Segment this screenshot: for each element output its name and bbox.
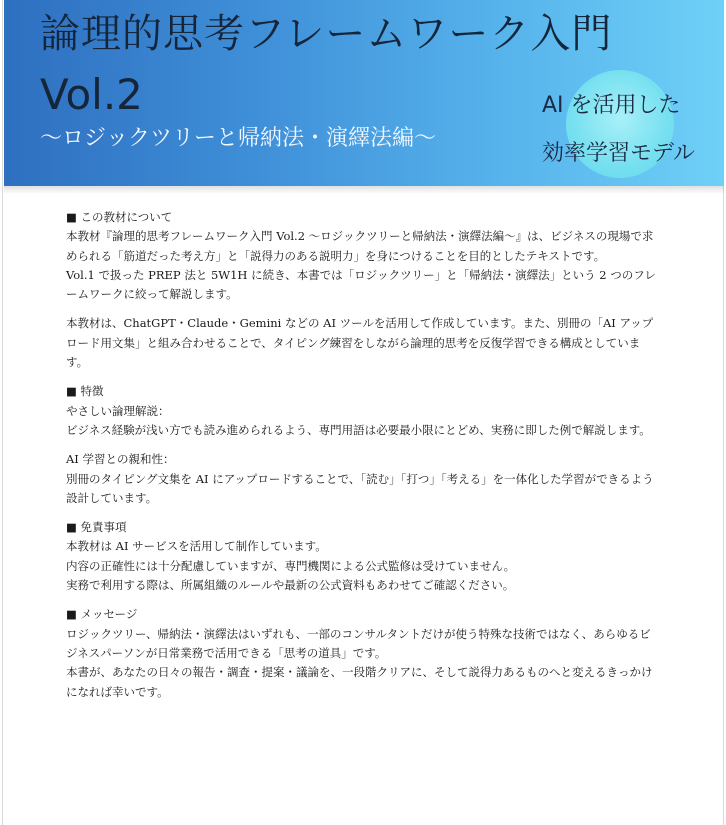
badge — [540, 82, 720, 178]
paragraph: ロジックツリー、帰納法・演繹法はいずれも、一部のコンサルタントだけが使う特殊な技術ではなく、あらゆるビジネスパーソンが日常業務で活用できる「思考の道具」です。 — [66, 626, 651, 660]
paragraph: 本教材『論理的思考フレームワーク入門 Vol.2 〜ロジックツリーと帰納法・演繹法編〜』は、ビジネスの現場で求められる「筋道だった考え方」と「説得力のある説明力」を身につけることを目的としたテキストです。 — [66, 229, 654, 263]
disclaimer-line: 内容の正確性には十分配慮していますが、専門機関による公式監修は受けていません。 — [66, 558, 516, 573]
section-message — [66, 605, 662, 701]
feature-body: 別冊のタイピング文集を AI にアップロードすることで、「読む」「打つ」「考える」を一体化した学習ができるよう設計しています。 — [66, 471, 654, 505]
disclaimer-line: 実務で利用する際は、所属組織のルールや最新の公式資料もあわせてご確認ください。 — [66, 578, 515, 593]
volume-label: Vol.2 — [40, 70, 143, 119]
section-heading: ■ 特徴 — [66, 384, 104, 399]
paragraph: 本教材は、ChatGPT・Claude・Gemini などの AI ツールを活用して作成しています。また、別冊の「AI アップロード用文集」と組み合わせることで、タイピング練習をしながら論理的思考を反復学習できる構成としています。 — [66, 316, 654, 370]
section-heading: ■ 免責事項 — [66, 520, 127, 535]
feature-body: ビジネス経験が浅い方でも読み進められるよう、専門用語は必要最小限にとどめ、実務に即した例で解説します。 — [66, 422, 651, 437]
badge-line-1: AI を活用した — [542, 93, 681, 118]
section-features — [66, 382, 662, 508]
section-heading: ■ メッセージ — [66, 607, 138, 622]
paragraph: 本書が、あなたの日々の報告・調査・提案・議論を、一段階クリアに、そして説得力あるものへと変えるきっかけになれば幸いです。 — [66, 665, 653, 699]
feature-title: AI 学習との親和性： — [66, 452, 175, 467]
disclaimer-line: 本教材は AI サービスを活用して制作しています。 — [66, 539, 327, 554]
section-about — [66, 208, 662, 372]
banner-shadow — [4, 186, 724, 194]
section-heading: ■ この教材について — [66, 210, 173, 224]
document-body — [66, 208, 662, 712]
section-disclaimer — [66, 518, 662, 595]
feature-title: やさしい論理解説： — [66, 403, 170, 418]
book-subtitle: 〜ロジックツリーと帰納法・演繹法編〜 — [40, 126, 437, 151]
paragraph: Vol.1 で扱った PREP 法と 5W1H に続き、本書では「ロジックツリー」と「帰納法・演繹法」という 2 つのフレームワークに絞って解説します。 — [66, 267, 656, 302]
badge-line-2: 効率学習モデル — [542, 141, 695, 166]
book-title: 論理的思考フレームワーク入門 — [40, 11, 613, 57]
